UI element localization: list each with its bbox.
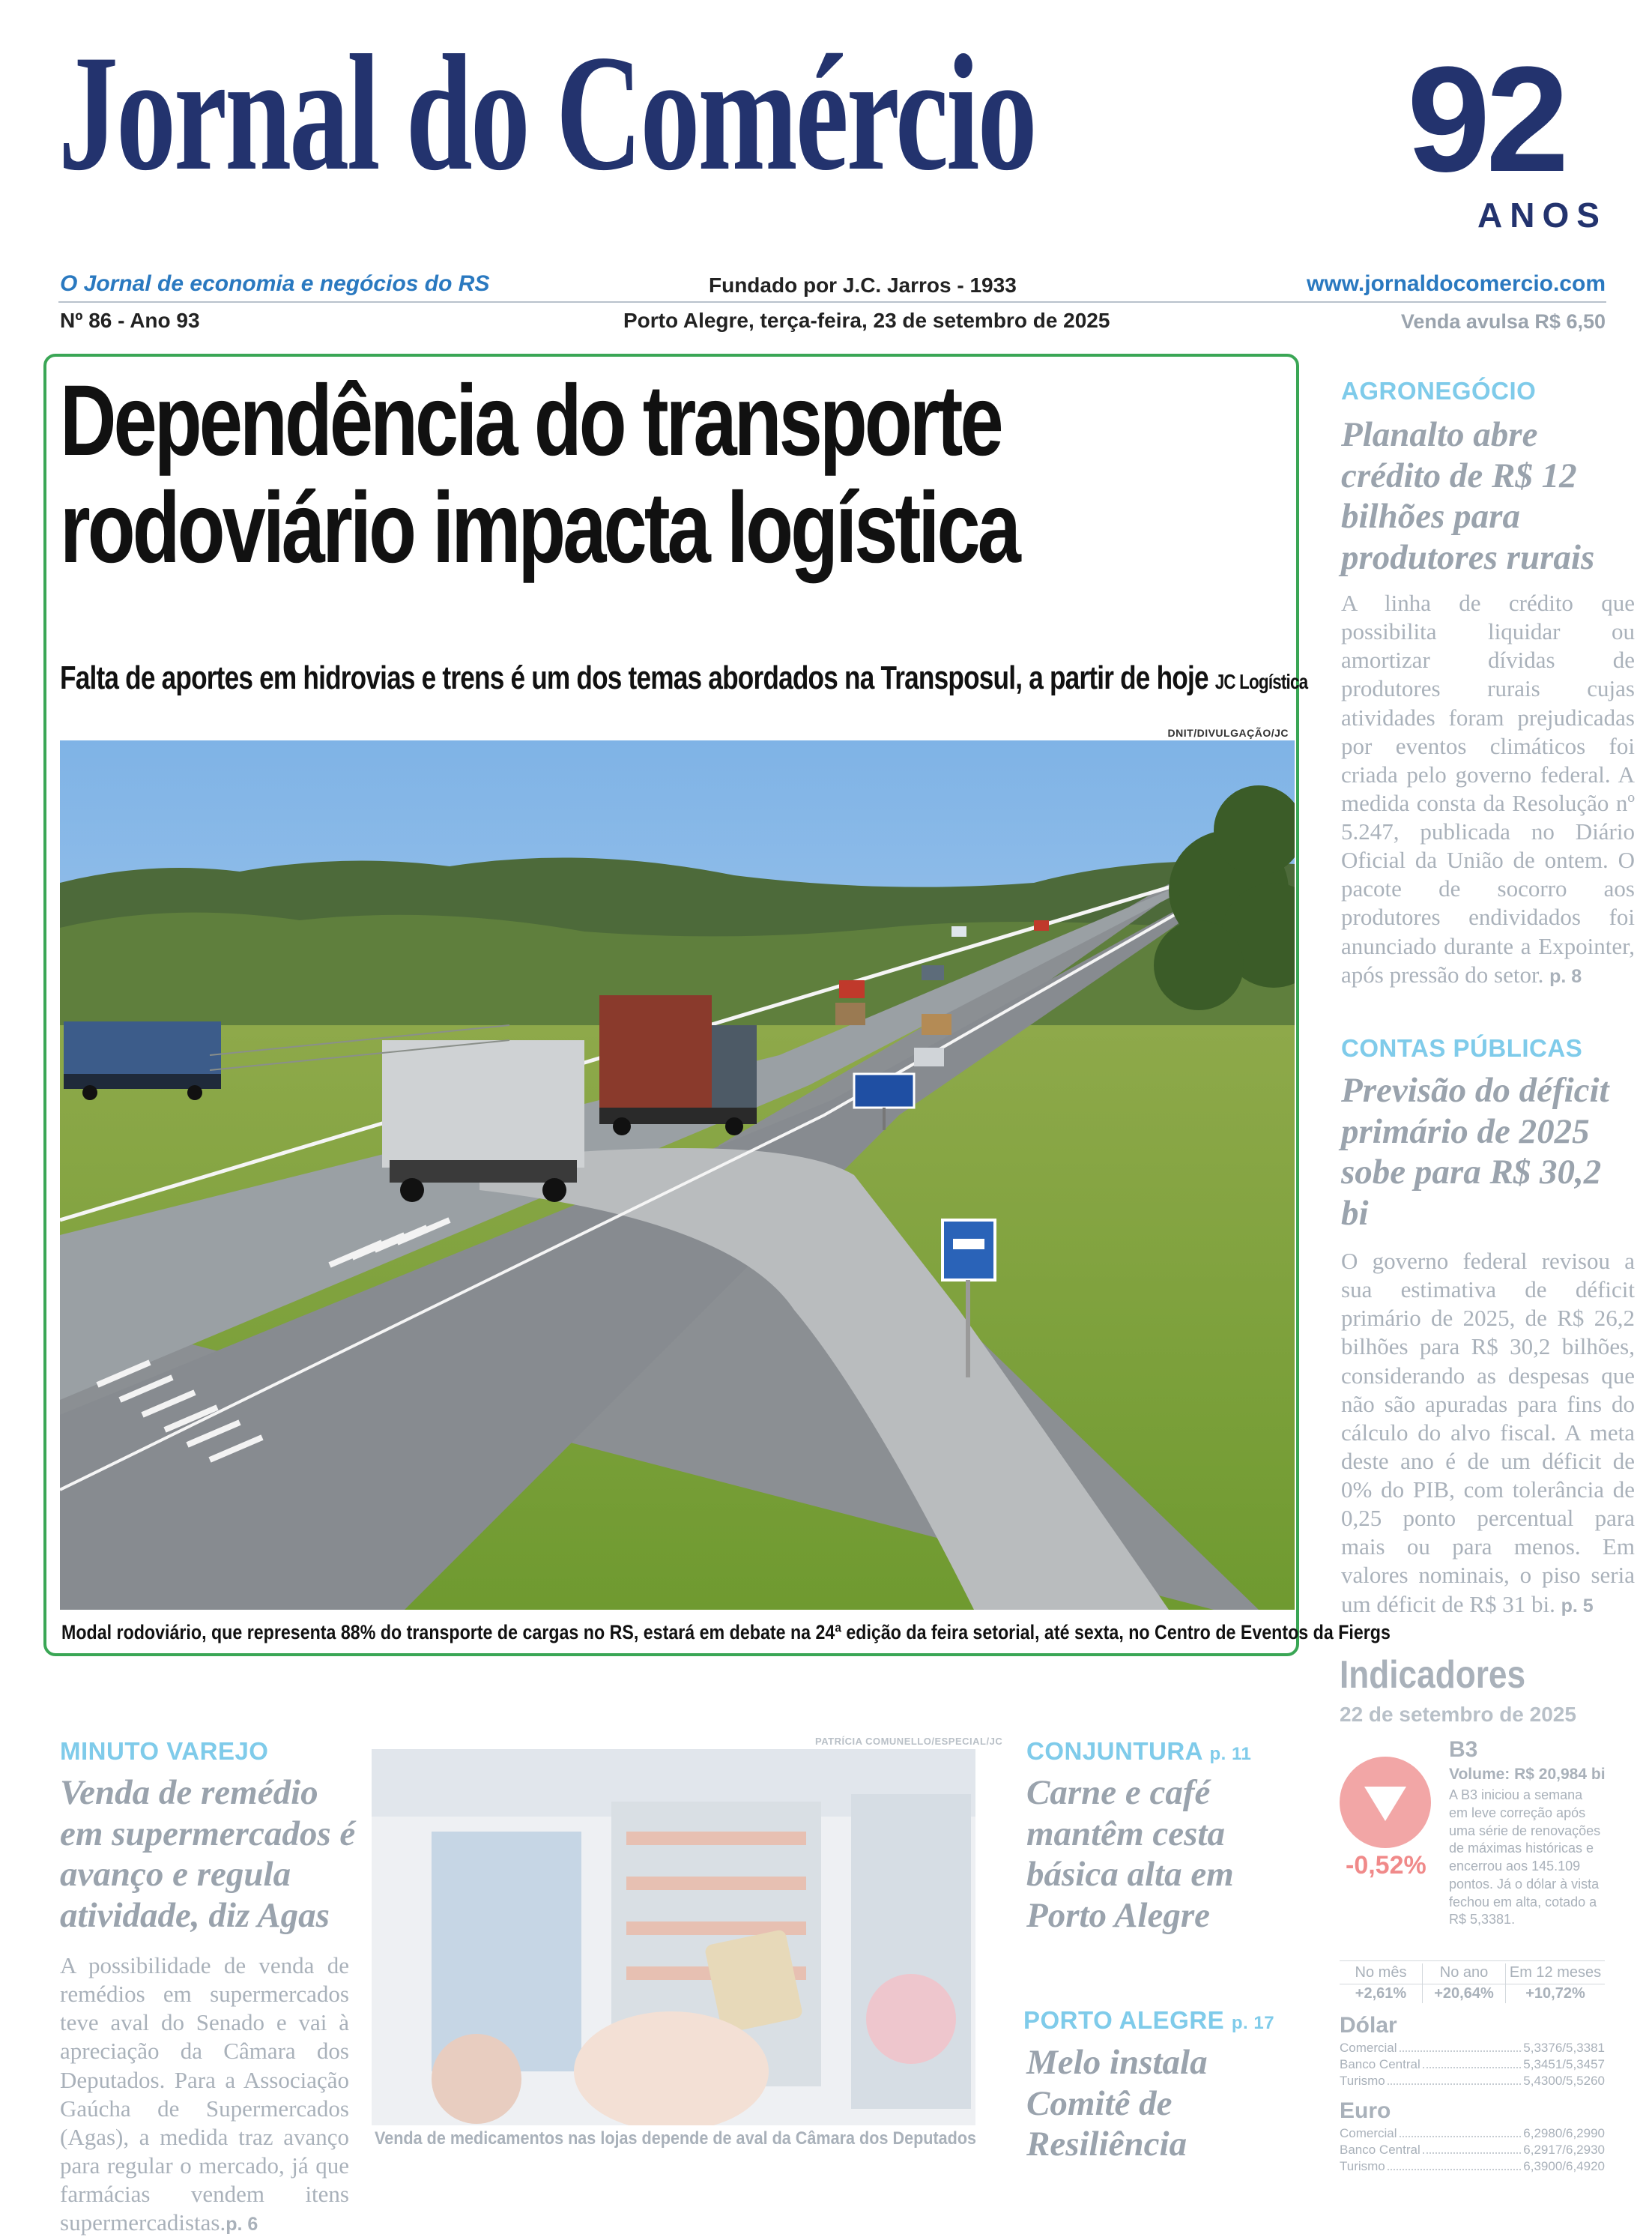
body-agro xyxy=(1341,589,1635,989)
indicators-date: 22 de setembro de 2025 xyxy=(1340,1703,1576,1726)
lead-headline[interactable] xyxy=(60,365,1018,585)
page-ref-porto-alegre[interactable]: p. 17 xyxy=(1231,2013,1275,2033)
highway-photo xyxy=(60,740,1295,1610)
b3-volume: Volume: R$ 20,984 bi xyxy=(1449,1766,1606,1783)
pharmacy-illustration xyxy=(372,1749,975,2125)
dolar-row xyxy=(1340,2056,1605,2073)
fx-label: Turismo xyxy=(1340,2159,1385,2173)
fx-label: Comercial xyxy=(1340,2126,1397,2140)
anniversary-label: ANOS xyxy=(1477,196,1607,235)
fx-value: 6,2917/6,2930 xyxy=(1523,2143,1605,2157)
page-ref-varejo[interactable]: p. 6 xyxy=(226,2214,258,2236)
headline-varejo[interactable]: Venda de remédio em supermercados é avanço e regula atividade, diz Agas xyxy=(60,1773,356,1935)
period-year-label: No ano xyxy=(1439,1964,1489,1981)
dateline: Porto Alegre, terça-feira, 23 de setembro de 2025 xyxy=(623,309,1110,332)
dolar-row xyxy=(1340,2073,1605,2089)
kicker-conjuntura-label: CONJUNTURA xyxy=(1026,1737,1202,1765)
dolar-row xyxy=(1340,2040,1605,2056)
period-month xyxy=(1340,1963,1423,2003)
period-year-value: +20,64% xyxy=(1423,1984,1505,2003)
photo-credit-second: PATRÍCIA COMUNELLO/ESPECIAL/JC xyxy=(815,1736,1003,1747)
page-ref-agro[interactable]: p. 8 xyxy=(1549,965,1582,987)
photo-credit: DNIT/DIVULGAÇÃO/JC xyxy=(1167,727,1289,739)
down-triangle-icon xyxy=(1340,1757,1431,1848)
euro-title: Euro xyxy=(1340,2098,1391,2123)
period-12m-value: +10,72% xyxy=(1506,1984,1605,2003)
anniversary-number: 92 xyxy=(1407,36,1565,203)
headline-conjuntura[interactable]: Carne e café mantêm cesta básica alta em Porto Alegre xyxy=(1026,1773,1234,1935)
masthead-divider xyxy=(58,301,1606,303)
period-12m xyxy=(1506,1963,1605,2003)
headline-contas[interactable]: Previsão do déficit primário de 2025 sobe para R$ 30,2 bi xyxy=(1341,1071,1609,1233)
euro-row xyxy=(1340,2142,1605,2158)
founded-line: Fundado por J.C. Jarros - 1933 xyxy=(709,274,1017,297)
body-varejo xyxy=(60,1951,349,2237)
fx-value: 5,3451/5,3457 xyxy=(1523,2057,1605,2071)
fx-value: 5,3376/5,3381 xyxy=(1523,2041,1605,2055)
b3-down-badge xyxy=(1340,1757,1431,1848)
masthead-title: Jornal do Comércio xyxy=(58,21,1035,205)
fx-label: Banco Central xyxy=(1340,2057,1420,2071)
fx-label: Turismo xyxy=(1340,2074,1385,2088)
fx-label: Comercial xyxy=(1340,2041,1397,2055)
page-ref-conjuntura[interactable]: p. 11 xyxy=(1209,1744,1252,1764)
period-12m-label: Em 12 meses xyxy=(1509,1964,1602,1981)
kicker-porto-alegre[interactable] xyxy=(1023,2006,1274,2035)
lead-headline-line-1: Dependência do transporte xyxy=(60,365,1001,477)
body-contas-text: O governo federal revisou a sua estimativa de déficit primário de 2025, de R$ 26,2 bilhões para R$ 30,2 bilhões, considerando as despesas que não são apuradas para fins do cálculo do alvo fiscal. A meta deste ano é de um déficit de 0% do PIB, com tolerância de 0,25 ponto percentual para mais ou para menos. Em valores nominais, o piso seria um déficit de R$ 31 bi. xyxy=(1341,1248,1635,1617)
truck-grey xyxy=(382,1040,584,1202)
euro-row xyxy=(1340,2158,1605,2175)
body-agro-text: A linha de crédito que possibilita liquidar ou amortizar dívidas de produtores rurais cujas atividades foram prejudicadas por eventos climáticos foi criada pelo governo federal. A medida consta da Resolução nº 5.247, publicada no Diário Oficial da União de ontem. O pacote de socorro aos produtores endividados foi anunciado durante a Expointer, após pressão do setor. xyxy=(1341,590,1635,988)
highway-illustration xyxy=(60,740,1295,1610)
period-year xyxy=(1423,1963,1506,2003)
euro-row xyxy=(1340,2125,1605,2142)
kicker-porto-alegre-label: PORTO ALEGRE xyxy=(1023,2006,1225,2034)
issue-number: Nº 86 - Ano 93 xyxy=(60,309,200,332)
slogan: O Jornal de economia e negócios do RS xyxy=(60,271,490,296)
period-divider xyxy=(1340,1960,1605,1961)
body-varejo-text: A possibilidade de venda de remédios em supermercados teve aval do Senado e vai à apreciação da Câmara dos Deputados. Para a Associação Gaúcha de Supermercados (Agas), a medida traz avanço para regular o mercado, já que farmácias vendem itens supermercadistas. xyxy=(60,1952,349,2236)
euro-table xyxy=(1340,2125,1605,2175)
period-month-label: No mês xyxy=(1355,1964,1407,1981)
period-table xyxy=(1340,1963,1605,2003)
b3-change: -0,52% xyxy=(1346,1851,1426,1880)
kicker-minuto-varejo[interactable]: MINUTO VAREJO xyxy=(60,1737,269,1765)
lead-headline-line-2: rodoviário impacta logística xyxy=(60,472,1018,585)
b3-summary: A B3 iniciou a semana em leve correção após uma série de renovações de máximas históricas e encerrou aos 145.109 pontos. Já o dólar à vista fechou em alta, cotado a R$ 5,3381. xyxy=(1449,1787,1601,1927)
pharmacy-photo xyxy=(372,1749,975,2125)
fx-value: 6,3900/6,4920 xyxy=(1523,2159,1605,2173)
fx-value: 6,2980/6,2990 xyxy=(1523,2126,1605,2140)
section-tag[interactable]: JC Logística xyxy=(1214,670,1308,693)
kicker-contas-publicas[interactable]: CONTAS PÚBLICAS xyxy=(1341,1034,1583,1062)
dolar-title: Dólar xyxy=(1340,2013,1397,2038)
body-contas xyxy=(1341,1247,1635,1619)
lead-subhead xyxy=(60,659,1307,697)
second-photo-caption: Venda de medicamentos nas lojas depende de aval da Câmara dos Deputados xyxy=(375,2128,977,2149)
headline-porto-alegre[interactable]: Melo instala Comitê de Resiliência xyxy=(1026,2043,1208,2164)
headline-agro[interactable]: Planalto abre crédito de R$ 12 bilhões para produtores rurais xyxy=(1341,415,1595,577)
period-month-value: +2,61% xyxy=(1340,1984,1422,2003)
page-ref-contas[interactable]: p. 5 xyxy=(1561,1595,1594,1616)
website-link[interactable]: www.jornaldocomercio.com xyxy=(1307,271,1606,296)
kicker-conjuntura[interactable] xyxy=(1026,1737,1251,1766)
price: Venda avulsa R$ 6,50 xyxy=(1400,310,1606,333)
fx-label: Banco Central xyxy=(1340,2143,1420,2157)
dolar-table xyxy=(1340,2040,1605,2089)
lead-photo-caption: Modal rodoviário, que representa 88% do transporte de cargas no RS, estará em debate na 24ª edição da feira setorial, até sexta, no Centro de Eventos da Fiergs xyxy=(61,1621,1391,1643)
lead-subhead-text: Falta de aportes em hidrovias e trens é um dos temas abordados na Transposul, a partir de hoje xyxy=(60,659,1208,696)
indicators-title: Indicadores xyxy=(1340,1653,1526,1697)
truck-left xyxy=(64,1021,221,1100)
fx-value: 5,4300/5,5260 xyxy=(1523,2074,1605,2088)
kicker-agronegocio[interactable]: AGRONEGÓCIO xyxy=(1341,377,1537,405)
b3-label: B3 xyxy=(1449,1737,1478,1762)
